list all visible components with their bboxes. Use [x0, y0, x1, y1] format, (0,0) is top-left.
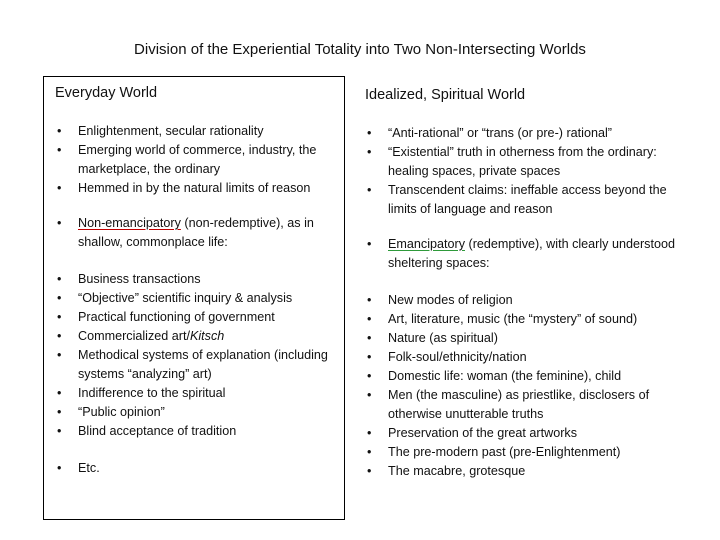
- list-item: • Business transactions: [55, 270, 340, 289]
- list-item: • Domestic life: woman (the feminine), child: [365, 367, 685, 386]
- non-emancipatory-term: Non-emancipatory: [78, 216, 181, 230]
- spiritual-world-column: [365, 84, 685, 495]
- everyday-group-1: [55, 122, 340, 198]
- list-item: • Folk-soul/ethnicity/nation: [365, 348, 685, 367]
- spiritual-world-heading: Idealized, Spiritual World: [365, 87, 526, 103]
- list-item: • Blind acceptance of tradition: [55, 422, 340, 441]
- list-item: • Emerging world of commerce, industry, the marketplace, the ordinary: [55, 141, 340, 179]
- list-item: [55, 214, 340, 252]
- list-item: • “Anti-rational” or “trans (or pre-) rational”: [365, 124, 685, 143]
- everyday-group-3: [55, 270, 340, 441]
- emancipatory-term: Emancipatory: [388, 237, 465, 251]
- everyday-world-heading: Everyday World: [55, 85, 158, 101]
- commercialized-art-text: Commercialized art/: [78, 329, 190, 343]
- list-item: • The pre-modern past (pre-Enlightenment): [365, 443, 685, 462]
- list-item: • “Public opinion”: [55, 403, 340, 422]
- list-item: • Transcendent claims: ineffable access beyond the limits of language and reason: [365, 181, 685, 219]
- list-item: • Hemmed in by the natural limits of reason: [55, 179, 340, 198]
- everyday-world-column: [55, 84, 340, 492]
- slide-title: Division of the Experiential Totality into Two Non-Intersecting Worlds: [134, 41, 586, 58]
- list-item: • Nature (as spiritual): [365, 329, 685, 348]
- list-item: [55, 327, 340, 346]
- list-item: • The macabre, grotesque: [365, 462, 685, 481]
- emancipatory-desc: (redemptive), with clearly understood sheltering spaces:: [388, 237, 675, 270]
- list-item: • Practical functioning of government: [55, 308, 340, 327]
- spiritual-group-1: [365, 124, 685, 219]
- list-item: • Enlightenment, secular rationality: [55, 122, 340, 141]
- list-item: • Men (the masculine) as priestlike, disclosers of otherwise unutterable truths: [365, 386, 685, 424]
- spiritual-group-3: [365, 291, 685, 481]
- kitsch-term: Kitsch: [189, 329, 225, 343]
- list-item: • New modes of religion: [365, 291, 685, 310]
- list-item: • Preservation of the great artworks: [365, 424, 685, 443]
- list-item: [365, 235, 685, 273]
- list-item: • “Existential” truth in otherness from the ordinary: healing spaces, private spaces: [365, 143, 685, 181]
- spiritual-group-2: [365, 235, 685, 273]
- everyday-group-4: [55, 459, 340, 478]
- list-item: • Indifference to the spiritual: [55, 384, 340, 403]
- list-item: • Art, literature, music (the “mystery” of sound): [365, 310, 685, 329]
- non-emancipatory-desc: (non-redemptive), as in shallow, commonplace life:: [78, 216, 314, 249]
- list-item: • “Objective” scientific inquiry & analysis: [55, 289, 340, 308]
- everyday-group-2: [55, 214, 340, 252]
- list-item: • Methodical systems of explanation (including systems “analyzing” art): [55, 346, 340, 384]
- list-item: • Etc.: [55, 459, 340, 478]
